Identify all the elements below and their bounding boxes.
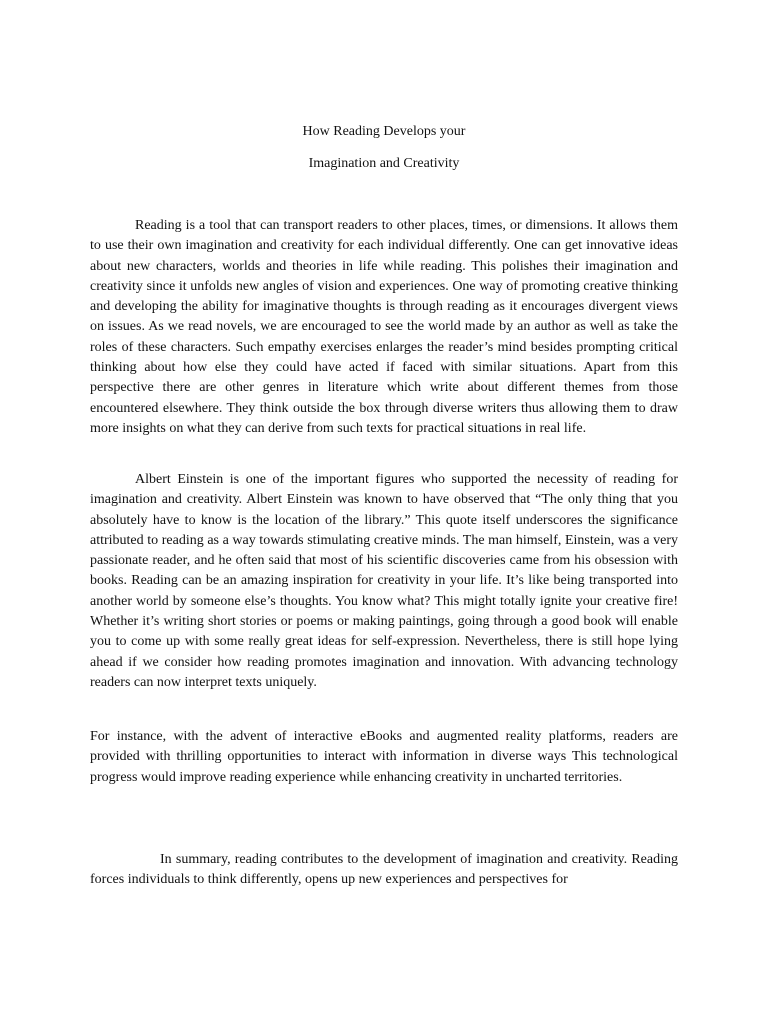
paragraph-summary: In summary, reading contributes to the development of imagination and creativity. Reading forces individuals to think differently, opens up new experiences and perspectives for bbox=[90, 852, 678, 888]
paragraph-einstein: Albert Einstein is one of the important figures who supported the necessity of reading for imagination and creativity. Albert Einstein was known to have observed that “The only thing that you absolutely have to know is the location of the library.” This quote itself underscores the significance attributed to reading as a way towards stimulating creative minds. The man himself, Einstein, was a very passionate reader, and he often said that most of his scientific discoveries came from his obsession with books. Reading can be an amazing inspiration for creativity in your life. It’s like being transported into another world by someone else’s thoughts. You know what? This might totally ignite your creative fire! Whether it’s writing short stories or poems or making paintings, going through a good book will enable you to come up with some really great ideas for self-expression. Nevertheless, there is still hope lying ahead if we consider how reading promotes imagination and innovation. With advancing technology readers can now interpret texts uniquely. bbox=[90, 472, 678, 690]
paragraph-introduction: Reading is a tool that can transport readers to other places, times, or dimensions. It allows them to use their own imagination and creativity for each individual differently. One can get innovative ideas about new characters, worlds and theories in life while reading. This polishes their imagination and creativity since it unfolds new angles of vision and experiences. One way of promoting creative thinking and developing the ability for imaginative thoughts is through reading as it encourages divergent views on issues. As we read novels, we are encouraged to see the world made by an author as well as take the roles of these characters. Such empathy exercises enlarges the reader’s mind besides prompting critical thinking about how else they could have acted if faced with similar situations. Apart from this perspective there are other genres in literature which write about different themes from those encountered elsewhere. They think outside the box through diverse writers thus allowing them to draw more insights on what they can derive from such texts for practical situations in real life. bbox=[90, 218, 678, 436]
document-title-line-2: Imagination and Creativity bbox=[308, 156, 460, 171]
document-title-line-1: How Reading Develops your bbox=[302, 124, 466, 139]
paragraph-technology: For instance, with the advent of interactive eBooks and augmented reality platforms, readers are provided with thrilling opportunities to interact with information in diverse ways This technological progress would improve reading experience while enhancing creativity in uncharted territories. bbox=[90, 729, 678, 785]
